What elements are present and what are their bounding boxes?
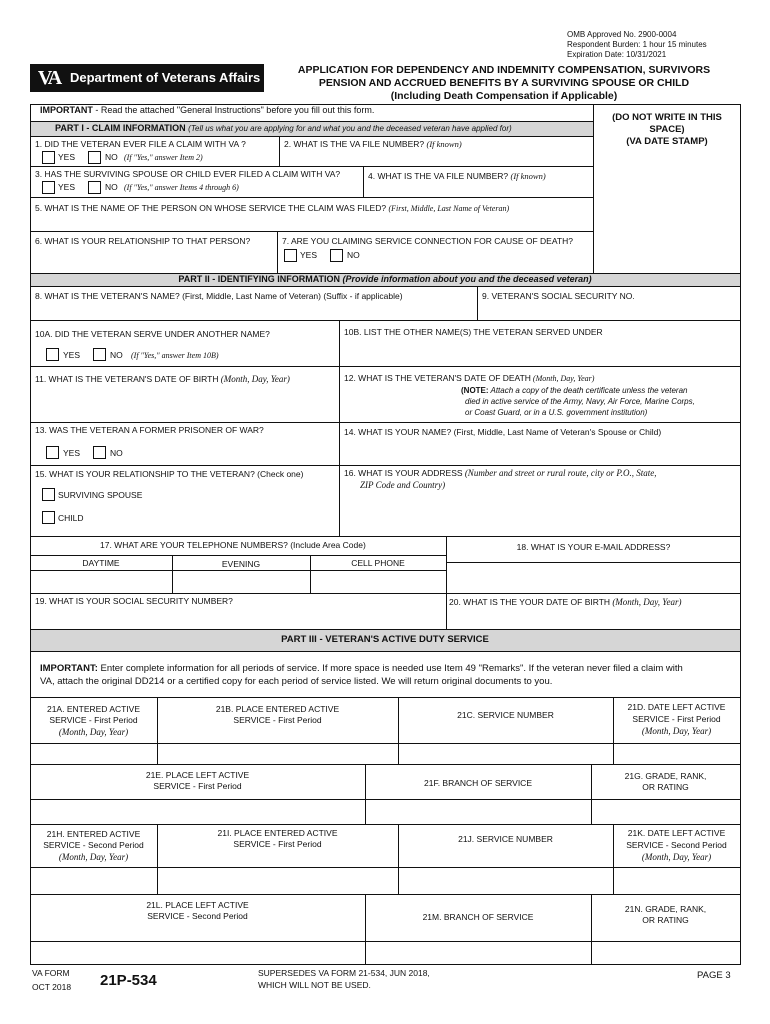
q21n-label-1: 21N. GRADE, RANK, <box>624 904 707 914</box>
omb-approved: OMB Approved No. 2900-0004 <box>567 30 677 39</box>
part2-header: PART II - IDENTIFYING INFORMATION (Provide information about you and the deceased veteran) <box>178 274 592 284</box>
q16-hint2: ZIP Code and Country) <box>360 480 446 490</box>
q18-email-input[interactable] <box>452 572 734 584</box>
q21l-input[interactable] <box>35 947 360 959</box>
q21e-label-2: SERVICE - First Period <box>153 781 242 791</box>
q8-veteran-name-input[interactable] <box>35 306 470 318</box>
part3-header: PART III - VETERAN'S ACTIVE DUTY SERVICE <box>281 634 489 645</box>
q21a-label-3: (Month, Day, Year) <box>58 727 129 737</box>
q21h-input[interactable] <box>35 874 152 886</box>
q3-no-checkbox[interactable] <box>88 181 101 194</box>
footer-supersedes-2: WHICH WILL NOT BE USED. <box>258 980 371 990</box>
q17-evening-label: EVENING <box>221 559 261 569</box>
q12-label: 12. WHAT IS THE VETERAN'S DATE OF DEATH (Month, Day, Year) <box>344 373 595 383</box>
q15-label: 15. WHAT IS YOUR RELATIONSHIP TO THE VETERAN? (Check one) <box>35 469 304 479</box>
q6-label: 6. WHAT IS YOUR RELATIONSHIP TO THAT PERSON? <box>35 236 251 246</box>
q14-claimant-name-input[interactable] <box>344 445 734 457</box>
footer-supersedes-1: SUPERSEDES VA FORM 21-534, JUN 2018, <box>258 968 430 978</box>
q21d-label-1: 21D. DATE LEFT ACTIVE <box>627 702 726 712</box>
q21d-label-3: (Month, Day, Year) <box>641 726 712 736</box>
q21h-label-1: 21H. ENTERED ACTIVE <box>46 829 141 839</box>
agency-name: Department of Veterans Affairs <box>70 70 261 85</box>
q3-yes-checkbox[interactable] <box>42 181 55 194</box>
q21a-label-1: 21A. ENTERED ACTIVE <box>46 704 141 714</box>
q17-daytime-input[interactable] <box>35 576 167 588</box>
q13-label: 13. WAS THE VETERAN A FORMER PRISONER OF WAR? <box>35 425 264 435</box>
q21d-input[interactable] <box>618 748 735 760</box>
q3-no-label: NO <box>105 182 118 192</box>
stamp-line3: (VA DATE STAMP) <box>626 136 708 147</box>
q3-label: 3. HAS THE SURVIVING SPOUSE OR CHILD EVER FILED A CLAIM WITH VA? <box>35 169 341 179</box>
q17-label: 17. WHAT ARE YOUR TELEPHONE NUMBERS? (Include Area Code) <box>100 540 366 550</box>
stamp-line1: (DO NOT WRITE IN THIS <box>612 112 722 123</box>
q1-no-label: NO <box>105 152 118 162</box>
q21l-label-1: 21L. PLACE LEFT ACTIVE <box>146 900 249 910</box>
q7-no-checkbox[interactable] <box>330 249 343 262</box>
q21n-input[interactable] <box>596 947 735 959</box>
q21h-label-3: (Month, Day, Year) <box>58 852 129 862</box>
q8-label: 8. WHAT IS THE VETERAN'S NAME? (First, Middle, Last Name of Veteran) (Suffix - if applicable) <box>35 291 403 301</box>
q10b-label: 10B. LIST THE OTHER NAME(S) THE VETERAN SERVED UNDER <box>344 327 603 337</box>
q21m-input[interactable] <box>370 947 586 959</box>
q1-yes-label: YES <box>58 152 76 162</box>
q21e-label-1: 21E. PLACE LEFT ACTIVE <box>145 770 250 780</box>
q21a-input[interactable] <box>35 748 152 760</box>
q21b-label-2: SERVICE - First Period <box>233 715 322 725</box>
q15-child-label: CHILD <box>58 513 84 523</box>
footer-form-label: VA FORM <box>32 968 70 978</box>
q19-ssn-input[interactable] <box>35 612 440 624</box>
q21n-label-2: OR RATING <box>642 915 689 925</box>
q7-no-label: NO <box>347 250 360 260</box>
q13-no-label: NO <box>110 448 123 458</box>
q5-name-input[interactable] <box>35 217 585 229</box>
q21g-label-2: OR RATING <box>642 782 689 792</box>
q7-yes-checkbox[interactable] <box>284 249 297 262</box>
expiration-date: Expiration Date: 10/31/2021 <box>567 50 667 59</box>
q10a-hint: (If "Yes," answer Item 10B) <box>131 351 219 360</box>
q21c-input[interactable] <box>403 748 608 760</box>
part1-header: PART I - CLAIM INFORMATION (Tell us what you are applying for and what you and the deceased veteran have applied for) <box>55 123 512 133</box>
important-top: IMPORTANT - Read the attached "General Instructions" before you fill out this form. <box>40 105 375 115</box>
q1-no-checkbox[interactable] <box>88 151 101 164</box>
q21e-input[interactable] <box>35 806 360 818</box>
q17-cell-label: CELL PHONE <box>351 558 405 568</box>
footer-page-number: PAGE 3 <box>697 970 731 981</box>
form-title-line2: PENSION AND ACCRUED BENEFITS BY A SURVIVING SPOUSE OR CHILD <box>318 77 690 89</box>
q1-yes-checkbox[interactable] <box>42 151 55 164</box>
q21f-input[interactable] <box>370 806 586 818</box>
q21c-label: 21C. SERVICE NUMBER <box>457 710 554 720</box>
q21k-input[interactable] <box>618 874 735 886</box>
respondent-burden: Respondent Burden: 1 hour 15 minutes <box>567 40 707 49</box>
form-title-line1: APPLICATION FOR DEPENDENCY AND INDEMNITY COMPENSATION, SURVIVORS <box>297 64 711 76</box>
q2-label: 2. WHAT IS THE VA FILE NUMBER? (If known) <box>284 139 462 149</box>
form-title-line3: (Including Death Compensation if Applicable) <box>390 90 618 102</box>
q16-address-input[interactable] <box>344 500 734 512</box>
va-logo <box>30 64 264 92</box>
q18-label: 18. WHAT IS YOUR E-MAIL ADDRESS? <box>516 542 671 552</box>
q21j-label: 21J. SERVICE NUMBER <box>458 834 553 844</box>
q21a-label-2: SERVICE - First Period <box>49 715 138 725</box>
q21j-input[interactable] <box>403 874 608 886</box>
q13-no-checkbox[interactable] <box>93 446 106 459</box>
q7-label: 7. ARE YOU CLAIMING SERVICE CONNECTION FOR CAUSE OF DEATH? <box>282 236 573 246</box>
q3-hint: (If "Yes," answer Items 4 through 6) <box>124 183 239 192</box>
q9-veteran-ssn-input[interactable] <box>482 306 732 318</box>
q21m-label: 21M. BRANCH OF SERVICE <box>422 912 534 922</box>
q21g-input[interactable] <box>596 806 735 818</box>
q7-yes-label: YES <box>300 250 318 260</box>
q21i-label-2: SERVICE - First Period <box>233 839 322 849</box>
q12-note-2: died in active service of the Army, Navy, Air Force, Marine Corps, <box>465 397 695 406</box>
q19-label: 19. WHAT IS YOUR SOCIAL SECURITY NUMBER? <box>35 596 233 606</box>
q4-file-number-input[interactable] <box>368 183 588 195</box>
q21l-label-2: SERVICE - Second Period <box>147 911 248 921</box>
q21i-label-1: 21I. PLACE ENTERED ACTIVE <box>217 828 338 838</box>
q21b-input[interactable] <box>162 748 393 760</box>
q13-yes-label: YES <box>63 448 81 458</box>
q17-daytime-label: DAYTIME <box>82 558 120 568</box>
q10a-yes-label: YES <box>63 350 81 360</box>
q15-child-checkbox[interactable] <box>42 511 55 524</box>
q1-hint: (If "Yes," answer Item 2) <box>124 153 203 162</box>
q9-label: 9. VETERAN'S SOCIAL SECURITY NO. <box>482 291 635 301</box>
q17-cell-input[interactable] <box>315 576 441 588</box>
q21g-label-1: 21G. GRADE, RANK, <box>624 771 707 781</box>
q12-note-1: (NOTE: Attach a copy of the death certificate unless the veteran <box>461 386 688 395</box>
q2-file-number-input[interactable] <box>284 152 584 164</box>
q3-yes-label: YES <box>58 182 76 192</box>
q1-label: 1. DID THE VETERAN EVER FILE A CLAIM WITH VA ? <box>35 139 246 149</box>
q10b-other-names-input[interactable] <box>344 345 734 357</box>
q10a-label: 10A. DID THE VETERAN SERVE UNDER ANOTHER NAME? <box>35 329 270 339</box>
q21f-label: 21F. BRANCH OF SERVICE <box>423 778 532 788</box>
q12-note-3: or Coast Guard, or in a U.S. government institution) <box>465 408 648 417</box>
q21b-label-1: 21B. PLACE ENTERED ACTIVE <box>215 704 340 714</box>
q10a-yes-checkbox[interactable] <box>46 348 59 361</box>
q11-veteran-dob-input[interactable] <box>35 395 330 407</box>
important3-line2: VA, attach the original DD214 or a certified copy for each period of service listed. We will return original documents to you. <box>40 676 553 687</box>
q10a-no-checkbox[interactable] <box>93 348 106 361</box>
q10a-no-label: NO <box>110 350 123 360</box>
footer-form-date: OCT 2018 <box>32 982 72 992</box>
q20-label: 20. WHAT IS THE YOUR DATE OF BIRTH (Month, Day, Year) <box>449 597 682 607</box>
q14-label: 14. WHAT IS YOUR NAME? (First, Middle, Last Name of Veteran's Spouse or Child) <box>344 427 662 437</box>
q11-label: 11. WHAT IS THE VETERAN'S DATE OF BIRTH (Month, Day, Year) <box>35 374 290 384</box>
q4-label: 4. WHAT IS THE VA FILE NUMBER? (If known) <box>368 171 546 181</box>
q21k-label-3: (Month, Day, Year) <box>641 852 712 862</box>
q6-relationship-input[interactable] <box>35 250 270 262</box>
q13-yes-checkbox[interactable] <box>46 446 59 459</box>
footer-form-number: 21P-534 <box>100 972 157 989</box>
stamp-line2: SPACE) <box>649 124 685 135</box>
q17-evening-input[interactable] <box>177 576 305 588</box>
q21d-label-2: SERVICE - First Period <box>632 714 721 724</box>
q15-spouse-checkbox[interactable] <box>42 488 55 501</box>
important3-line1: IMPORTANT: Enter complete information for all periods of service. If more space is needed use Item 49 "Remarks". If the veteran never filed a claim with <box>40 663 683 674</box>
q21i-input[interactable] <box>162 874 393 886</box>
va-seal-icon: VA <box>37 67 61 89</box>
q15-spouse-label: SURVIVING SPOUSE <box>58 490 143 500</box>
q16-label: 16. WHAT IS YOUR ADDRESS (Number and street or rural route, city or P.O., State, <box>344 468 657 478</box>
q21h-label-2: SERVICE - Second Period <box>43 840 144 850</box>
q21k-label-1: 21K. DATE LEFT ACTIVE <box>627 828 726 838</box>
q5-label: 5. WHAT IS THE NAME OF THE PERSON ON WHOSE SERVICE THE CLAIM WAS FILED? (First, Middle, Last Name of Veteran) <box>35 203 510 213</box>
q20-dob-input[interactable] <box>452 612 734 624</box>
q21k-label-2: SERVICE - Second Period <box>626 840 727 850</box>
